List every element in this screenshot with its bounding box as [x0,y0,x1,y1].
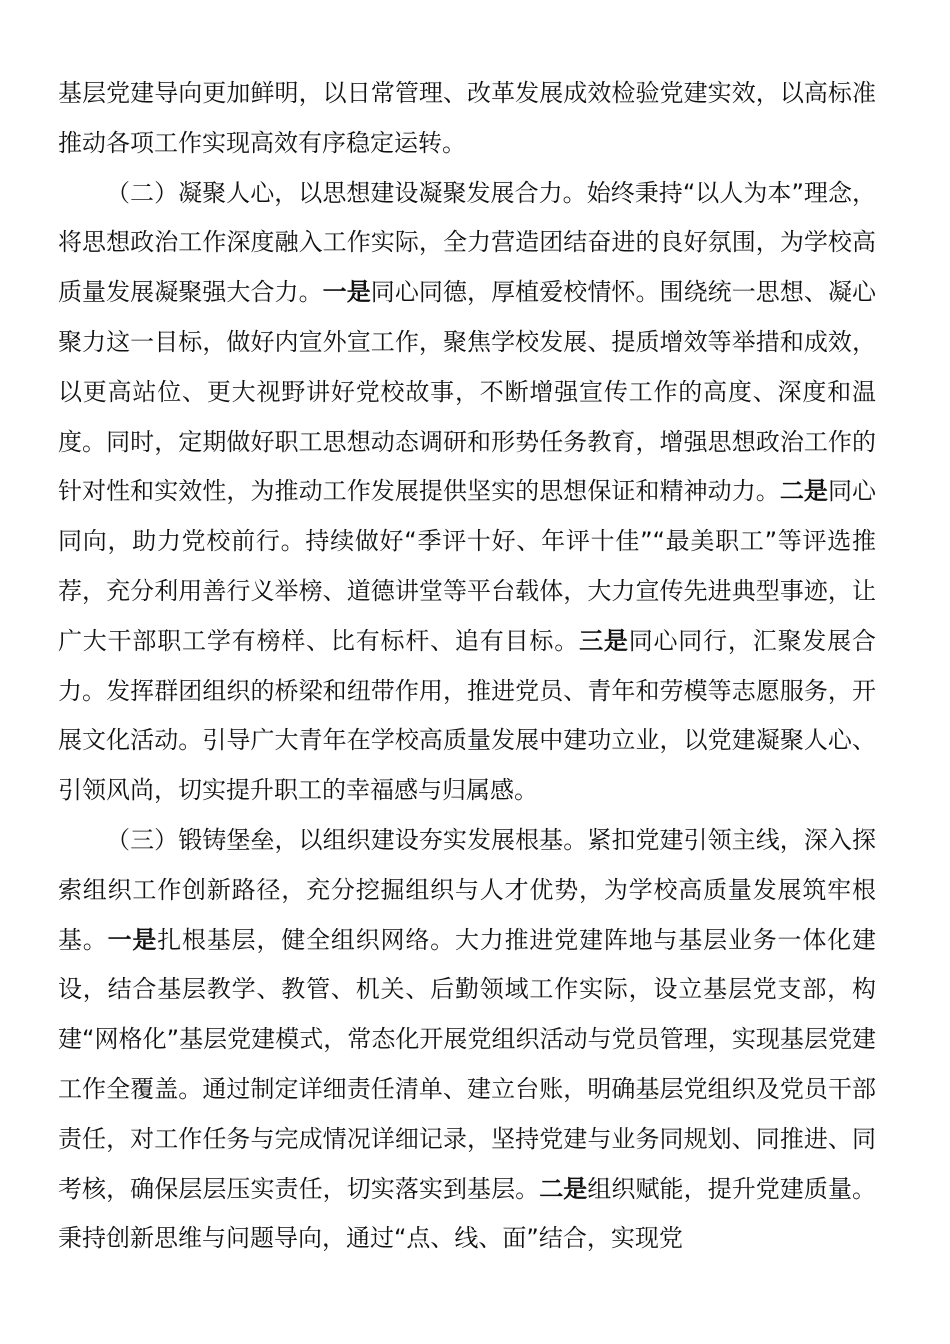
point-text-3: 同心同行，汇聚发展合力。发挥群团组织的桥梁和纽带作用，推进党员、青年和劳模等志愿服务，开展文化活动。引导广大青年在学校高质量发展中建功立业，以党建凝聚人心、引领风尚，切实提升职工的幸福感与归属感。 [58,626,876,805]
point-marker-3: 三是 [579,626,629,655]
point-text-1: 同心同德，厚植爱校情怀。围绕统一思想、凝心聚力这一目标，做好内宣外宣工作，聚焦学校发展、提质增效等举措和成效，以更高站位、更大视野讲好党校故事，不断增强宣传工作的高度、深度和温度。同时，定期做好职工思想动态调研和形势任务教育，增强思想政治工作的针对性和实效性，为推动工作发展提供坚实的思想保证和精神动力。 [58,278,877,506]
point-marker-2: 二是 [779,477,828,506]
point-marker-2: 二是 [539,1174,588,1203]
point-marker-1: 一是 [322,278,371,307]
paragraph-text: 基层党建导向更加鲜明，以日常管理、改革发展成效检验党建实效，以高标准推动各项工作实现高效有序稳定运转。 [58,79,876,157]
paragraph-continued [58,69,876,169]
point-text-2: 组织赋能，提升党建质量。秉持创新思维与问题导向，通过“点、线、面”结合，实现党 [58,1174,877,1253]
document-body [58,69,876,1264]
point-text-1: 扎根基层，健全组织网络。大力推进党建阵地与基层业务一体化建设，结合基层教学、教管、机关、后勤领域工作实际，设立基层党支部，构建“网格化”基层党建模式，常态化开展党组织活动与党员管理，实现基层党建工作全覆盖。通过制定详细责任清单、建立台账，明确基层党组织及党员干部责任，对工作任务与完成情况详细记录，坚持党建与业务同规划、同推进、同考核，确保层层压实责任，切实落实到基层。 [58,925,876,1203]
point-text-2: 同心同向，助力党校前行。持续做好“季评十好、年评十佳”“最美职工”等评选推荐，充分利用善行义举榜、道德讲堂等平台载体，大力宣传先进典型事迹，让广大干部职工学有榜样、比有标杆、追有目标。 [58,477,877,655]
section-lead-text: （二）凝聚人心，以思想建设凝聚发展合力。始终秉持“以人为本”理念，将思想政治工作深度融入工作实际，全力营造团结奋进的良好氛围，为学校高质量发展凝聚强大合力。 [58,178,876,307]
paragraph-section-2 [58,169,876,816]
section-lead-text: （三）锻铸堡垒，以组织建设夯实发展根基。紧扣党建引领主线，深入探索组织工作创新路径，充分挖掘组织与人才优势，为学校高质量发展筑牢根基。 [58,825,876,954]
paragraph-section-3 [58,816,876,1264]
point-marker-1: 一是 [107,925,158,954]
